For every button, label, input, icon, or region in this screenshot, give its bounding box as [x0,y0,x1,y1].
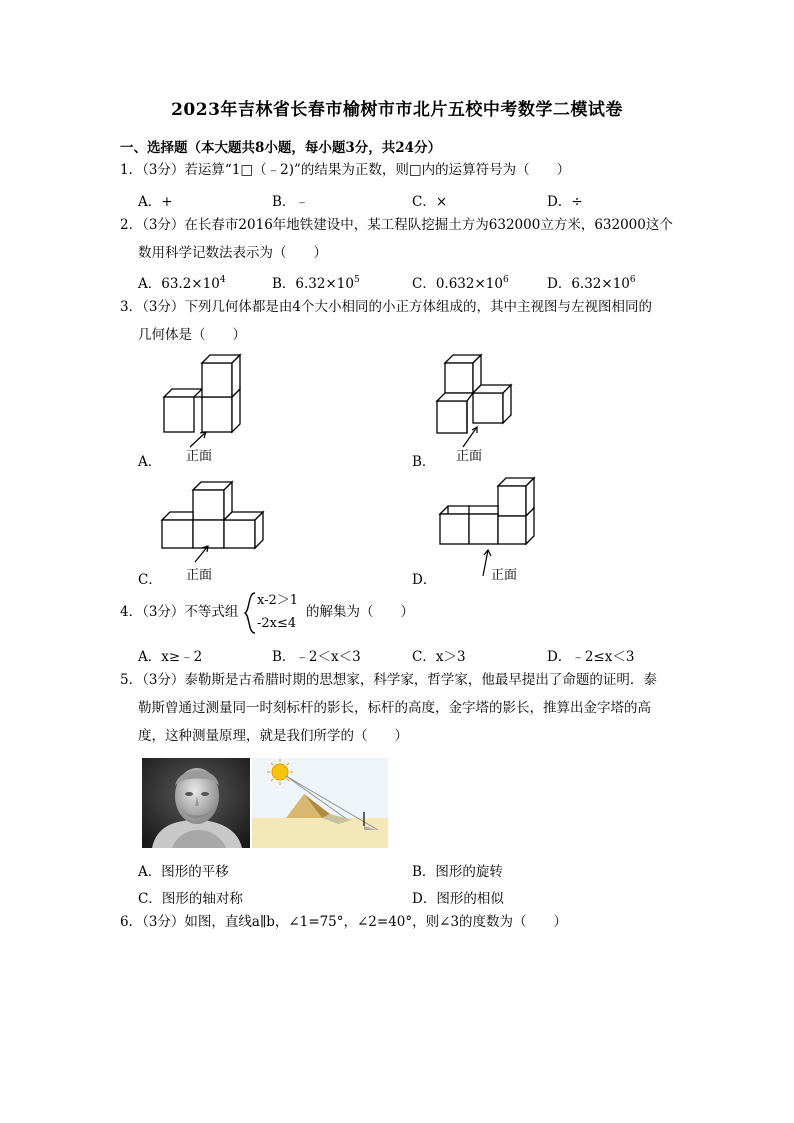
section-heading: 一、选择题（本大题共8小题，每小题3分，共24分） [120,140,442,156]
q3-b-front-label: 正面 [456,449,483,464]
q3-option-c[interactable]: C． [138,572,162,588]
q4-option-a[interactable]: A．x≥﹣2 [138,649,203,665]
q5-option-a[interactable]: A．图形的平移 [138,864,229,880]
left-brace [243,592,257,634]
q3-d-front-label: 正面 [491,568,518,583]
q1-option-b[interactable]: B．﹣ [272,194,309,210]
q4-option-d[interactable]: D．﹣2≤x＜3 [547,649,635,665]
q5-option-c[interactable]: C．图形的轴对称 [138,891,243,907]
q1-option-c[interactable]: C．× [412,194,448,210]
question-5-stem-line3: 度，这种测量原理，就是我们所学的（ ） [138,728,408,744]
q3-a-front-label: 正面 [186,449,213,464]
question-2-stem-line1: 2．（3分）在长春市2016年地铁建设中，某工程队挖掘土方为632000立方米，632000这个 [120,217,673,233]
q5-option-d[interactable]: D．图形的相似 [412,891,504,907]
q2-option-b[interactable]: B．$6.32\times 10^5$ [272,275,360,292]
q2-option-d[interactable]: D．$6.32\times 10^6$ [547,275,636,292]
question-2-stem-line2: 数用科学记数法表示为（ ） [138,245,327,261]
question-5-stem-line1: 5．（3分）泰勒斯是古希腊时期的思想家，科学家，哲学家，他最早提出了命题的证明．泰 [120,672,657,688]
q4-option-c[interactable]: C．x＞3 [412,649,466,665]
question-4-stem-pre: 4．（3分）不等式组 [120,604,239,620]
page-title: 2023年吉林省长春市榆树市市北片五校中考数学二模试卷 [171,100,623,120]
q3-figure-a [160,355,280,465]
q3-option-a[interactable]: A． [138,454,162,470]
q3-figure-c [160,480,290,590]
q5-option-b[interactable]: B．图形的旋转 [412,864,503,880]
q3-c-front-label: 正面 [186,568,213,583]
question-3-stem-line2: 几何体是（ ） [138,327,246,343]
q2-option-c[interactable]: C．$0.632\times 10^6$ [412,275,509,292]
q3-figure-b [435,355,555,465]
inequality-1: x-2＞1 [257,593,299,608]
question-5-stem-line2: 勒斯曾通过测量同一时刻标杆的影长，标杆的高度，金字塔的影长，推算出金字塔的高 [138,700,651,716]
q1-option-a[interactable]: A．+ [138,194,173,210]
q1-option-d[interactable]: D．÷ [547,194,583,210]
q3-option-d[interactable]: D． [412,572,437,588]
pyramid-sun-image [252,758,388,848]
q2-option-a[interactable]: A．$63.2\times 10^4$ [138,275,226,292]
question-3-stem-line1: 3．（3分）下列几何体都是由4个大小相同的小正方体组成的，其中主视图与左视图相同的 [120,299,653,315]
q4-option-b[interactable]: B．﹣2＜x＜3 [272,649,361,665]
question-4-stem-post: 的解集为（ ） [306,604,414,620]
q3-option-b[interactable]: B． [412,454,436,470]
thales-bust-image [142,758,250,848]
question-1-stem: 1．（3分）若运算“1□（﹣2)”的结果为正数，则□内的运算符号为（ ） [120,162,571,178]
question-6-stem: 6．（3分）如图，直线a∥b，∠1=75°，∠2=40°，则∠3的度数为（ ） [120,914,568,930]
inequality-2: -2x≤4 [257,616,297,631]
